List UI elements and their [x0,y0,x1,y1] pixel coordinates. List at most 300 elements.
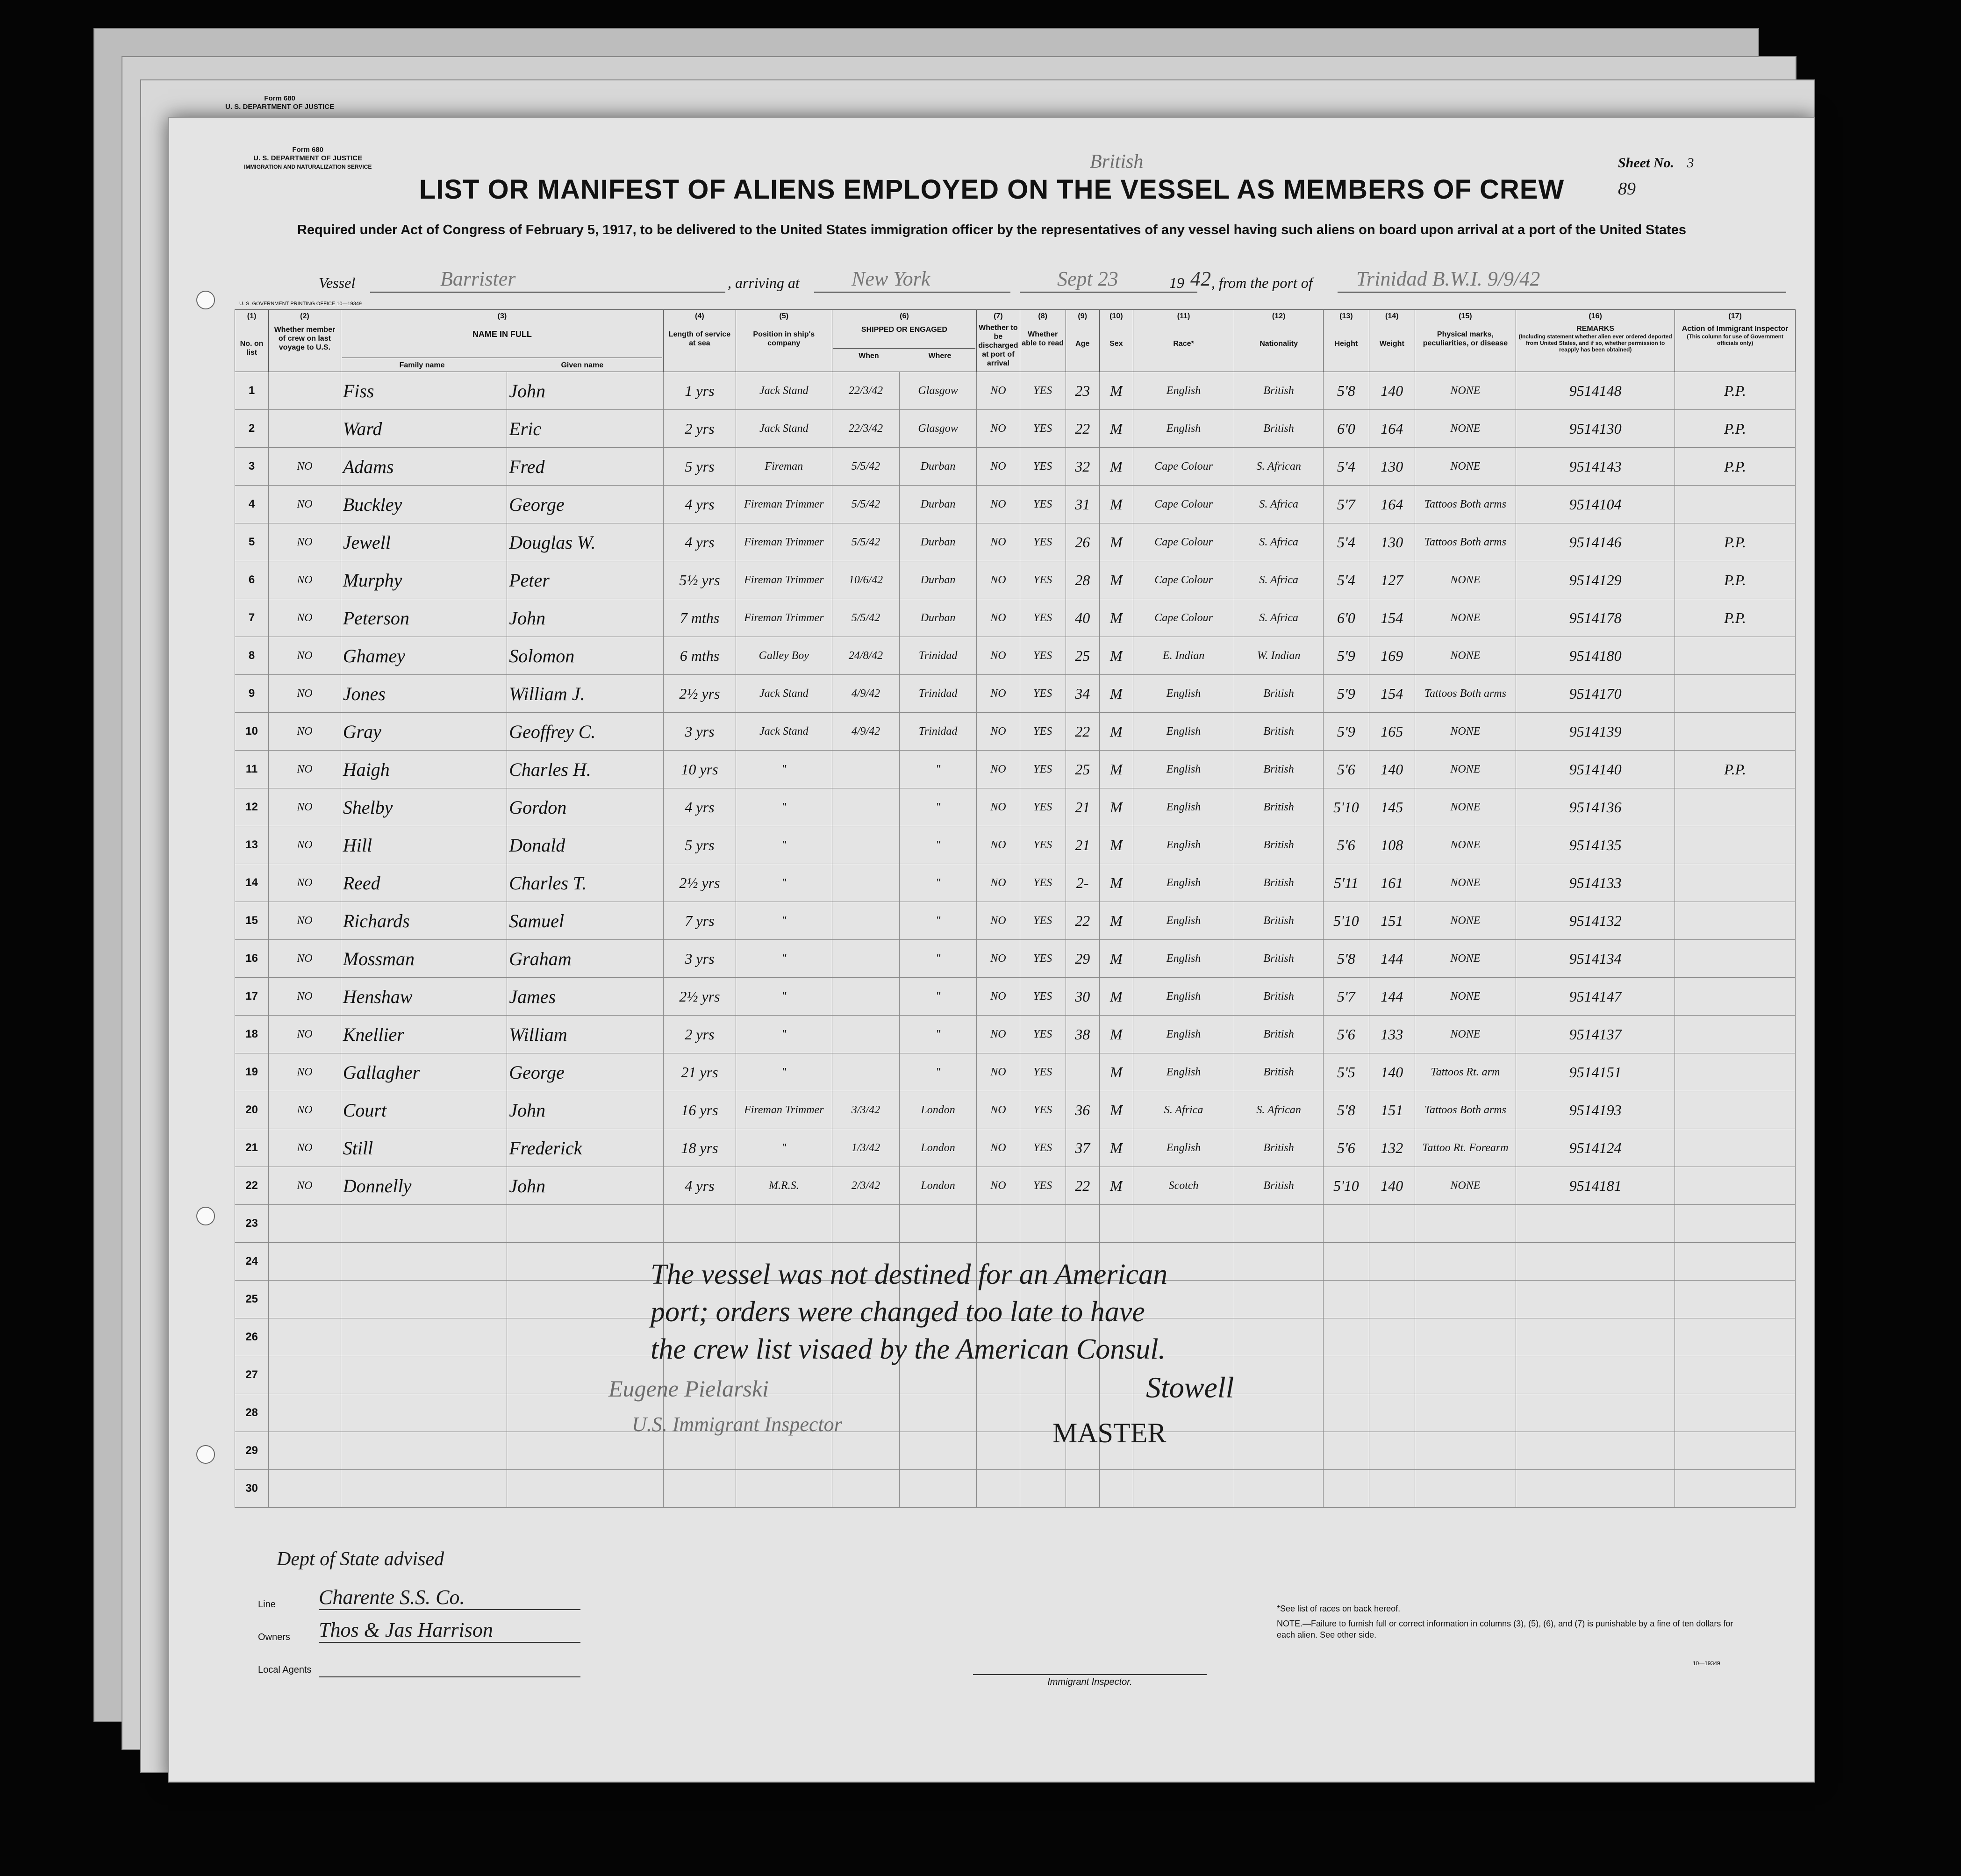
cell-last [269,410,341,448]
table-row [235,1016,1796,1053]
cell-given: Douglas W. [507,523,664,561]
cell-position [736,1470,832,1508]
cell-no: 30 [235,1470,269,1508]
cell-last [269,1243,341,1281]
cell-height: 5'10 [1323,788,1369,826]
cell-no: 18 [235,1016,269,1053]
cell-last [269,372,341,410]
cell-weight: 140 [1369,1053,1415,1091]
cell-service [664,1432,736,1470]
form-label-top: Form 680 [264,94,295,102]
cell-when: 10/6/42 [832,561,899,599]
table-row [235,599,1796,637]
cell-remarks [1516,1356,1675,1394]
cell-where [900,1394,977,1432]
cell-action: P.P. [1675,372,1796,410]
cell-when: 22/3/42 [832,372,899,410]
cell-race: English [1133,864,1234,902]
cell-race: English [1133,751,1234,788]
cell-action: P.P. [1675,561,1796,599]
cell-nationality [1234,1432,1324,1470]
inspector-title: U.S. Immigrant Inspector [632,1413,842,1436]
cell-given: James [507,978,664,1016]
cell-no: 2 [235,410,269,448]
cell-nationality [1234,1243,1324,1281]
col-7-header [977,310,1020,372]
cell-where: Durban [900,599,977,637]
cell-read: YES [1020,902,1066,940]
cell-where: Glasgow [900,372,977,410]
cell-race: English [1133,372,1234,410]
cell-weight: 151 [1369,1091,1415,1129]
cell-family [341,1394,507,1432]
cell-height: 6'0 [1323,599,1369,637]
cell-action: P.P. [1675,751,1796,788]
cell-race: Cape Colour [1133,448,1234,486]
cell-age: 25 [1066,637,1099,675]
cell-sex [1099,1205,1133,1243]
cell-remarks: 9514135 [1516,826,1675,864]
cell-position: " [736,902,832,940]
cell-age: 22 [1066,410,1099,448]
cell-no: 12 [235,788,269,826]
cell-weight: 145 [1369,788,1415,826]
col-10-header [1099,310,1133,372]
cell-marks: NONE [1415,1016,1516,1053]
cell-given [507,1432,664,1470]
cell-marks: Tattoos Both arms [1415,523,1516,561]
cell-marks: NONE [1415,561,1516,599]
cell-discharged: NO [977,751,1020,788]
cell-given: Charles H. [507,751,664,788]
cell-where: " [900,978,977,1016]
col-number: (2) [300,312,309,320]
cell-discharged: NO [977,561,1020,599]
cell-marks: NONE [1415,448,1516,486]
cell-age: 37 [1066,1129,1099,1167]
cell-no: 9 [235,675,269,713]
cell-marks [1415,1281,1516,1318]
cell-given: Eric [507,410,664,448]
cell-race: English [1133,410,1234,448]
from-label: , from the port of [1211,274,1313,291]
cell-last [269,1205,341,1243]
table-row [235,1129,1796,1167]
cell-race: English [1133,1016,1234,1053]
cell-height: 5'4 [1323,561,1369,599]
cell-age: 21 [1066,826,1099,864]
cell-marks: NONE [1415,902,1516,940]
note-line-1: The vessel was not destined for an American [651,1259,1168,1290]
col-number: (9) [1078,312,1087,320]
col-number: (13) [1339,312,1353,320]
cell-no: 16 [235,940,269,978]
cell-family: Knellier [341,1016,507,1053]
cell-nationality: British [1234,751,1324,788]
table-row [235,410,1796,448]
col-label: Position in ship's company [753,330,815,347]
cell-family [341,1243,507,1281]
binder-hole-3 [196,1445,215,1464]
cell-race: English [1133,1129,1234,1167]
from-underline [1338,292,1786,293]
cell-last: NO [269,826,341,864]
cell-sex: M [1099,675,1133,713]
form-label: Form 680 [292,146,324,154]
cell-action [1675,788,1796,826]
cell-family: Mossman [341,940,507,978]
cell-age: 29 [1066,940,1099,978]
from-port: Trinidad B.W.I. 9/9/42 [1356,267,1540,290]
cell-last: NO [269,978,341,1016]
cell-weight: 130 [1369,448,1415,486]
cell-when [832,1432,899,1470]
cell-given: Frederick [507,1129,664,1167]
cell-race: English [1133,788,1234,826]
cell-marks [1415,1318,1516,1356]
table-row [235,940,1796,978]
cell-no: 19 [235,1053,269,1091]
cell-marks [1415,1205,1516,1243]
cell-nationality [1234,1394,1324,1432]
cell-family [341,1281,507,1318]
cell-family: Donnelly [341,1167,507,1205]
cell-service: 2½ yrs [664,864,736,902]
cell-no: 20 [235,1091,269,1129]
cell-remarks: 9514151 [1516,1053,1675,1091]
cell-service: 2 yrs [664,410,736,448]
cell-where [900,1432,977,1470]
cell-discharged: NO [977,523,1020,561]
col-4-header [664,310,736,372]
cell-height: 5'9 [1323,675,1369,713]
owners-value: Thos & Jas Harrison [319,1618,580,1643]
cell-last [269,1356,341,1394]
cell-family: Ward [341,410,507,448]
cell-read [1020,1470,1066,1508]
date-underline [1020,292,1197,293]
cell-nationality: S. Africa [1234,561,1324,599]
cell-nationality: British [1234,372,1324,410]
table-row [235,826,1796,864]
cell-no: 17 [235,978,269,1016]
cell-weight: 140 [1369,751,1415,788]
cell-discharged [977,1470,1020,1508]
form-header [244,146,372,171]
cell-marks: NONE [1415,864,1516,902]
col-5-header [736,310,832,372]
cell-weight: 133 [1369,1016,1415,1053]
cell-discharged: NO [977,486,1020,523]
cell-last: NO [269,1167,341,1205]
cell-service: 2½ yrs [664,675,736,713]
cell-weight [1369,1432,1415,1470]
col-label: Whether able to read [1022,330,1064,347]
cell-age: 30 [1066,978,1099,1016]
col-17-header [1675,310,1796,372]
col-8-header [1020,310,1066,372]
cell-position: Fireman Trimmer [736,561,832,599]
cell-race [1133,1470,1234,1508]
cell-position: Fireman Trimmer [736,1091,832,1129]
col-number: (8) [1038,312,1047,320]
cell-discharged: NO [977,902,1020,940]
cell-read: YES [1020,713,1066,751]
cell-remarks: 9514148 [1516,372,1675,410]
cell-given [507,1205,664,1243]
cell-no: 3 [235,448,269,486]
cell-given: John [507,372,664,410]
cell-marks: NONE [1415,826,1516,864]
cell-service: 3 yrs [664,713,736,751]
cell-last [269,1318,341,1356]
table-row [235,1091,1796,1129]
cell-no: 25 [235,1281,269,1318]
cell-discharged: NO [977,637,1020,675]
name-subheader [342,358,662,370]
cell-given: Charles T. [507,864,664,902]
cell-weight: 164 [1369,410,1415,448]
cell-height: 5'8 [1323,372,1369,410]
master-signature: Stowell [1146,1371,1234,1404]
cell-weight [1369,1356,1415,1394]
immigrant-inspector-label: Immigrant Inspector. [973,1674,1207,1688]
cell-remarks: 9514136 [1516,788,1675,826]
cell-last: NO [269,637,341,675]
cell-position: " [736,1016,832,1053]
cell-where: Trinidad [900,637,977,675]
form-header-top [225,94,334,111]
binder-hole-2 [196,1207,215,1225]
cell-read: YES [1020,486,1066,523]
table-row [235,1205,1796,1243]
table-row [235,1053,1796,1091]
cell-discharged: NO [977,1016,1020,1053]
cell-when [832,788,899,826]
col-subnote: (Including statement whether alien ever ordered deported from United States, and if so, whether permission to reapply has been obtained) [1518,333,1672,353]
cell-remarks: 9514130 [1516,410,1675,448]
cell-no: 21 [235,1129,269,1167]
table-row [235,788,1796,826]
cell-sex: M [1099,561,1133,599]
vessel-underline [370,292,725,293]
cell-marks [1415,1470,1516,1508]
col-2-header [269,310,341,372]
cell-remarks [1516,1394,1675,1432]
cell-race: Cape Colour [1133,599,1234,637]
cell-discharged [977,1205,1020,1243]
col-number: (5) [779,312,789,320]
cell-no: 14 [235,864,269,902]
cell-family: Shelby [341,788,507,826]
cell-where: " [900,1016,977,1053]
cell-given [507,1470,664,1508]
cell-sex: M [1099,448,1133,486]
cell-action [1675,1091,1796,1129]
cell-discharged: NO [977,864,1020,902]
cell-height: 5'7 [1323,486,1369,523]
cell-remarks: 9514178 [1516,599,1675,637]
cell-weight: 161 [1369,864,1415,902]
agents-label: Local Agents [258,1665,312,1675]
arriving-port: New York [852,267,930,290]
col-label: Length of service at sea [668,330,731,347]
cell-nationality: S. Africa [1234,523,1324,561]
col-number: (15) [1459,312,1472,320]
cell-marks: NONE [1415,637,1516,675]
col-label: Whether member of crew on last voyage to U.S. [274,326,336,351]
service-label: IMMIGRATION AND NATURALIZATION SERVICE [244,164,372,170]
cell-family: Jones [341,675,507,713]
cell-last: NO [269,1016,341,1053]
cell-sex: M [1099,788,1133,826]
cell-marks: NONE [1415,1167,1516,1205]
cell-last: NO [269,448,341,486]
cell-where: " [900,902,977,940]
cell-last: NO [269,599,341,637]
cell-action [1675,637,1796,675]
cell-action [1675,1318,1796,1356]
cell-remarks: 9514146 [1516,523,1675,561]
cell-given: William J. [507,675,664,713]
cell-sex: M [1099,713,1133,751]
cell-age [1066,1205,1099,1243]
agents-underline [319,1676,580,1677]
cell-action [1675,1281,1796,1318]
cell-action: P.P. [1675,599,1796,637]
cell-action [1675,713,1796,751]
cell-weight: 169 [1369,637,1415,675]
cell-weight: 127 [1369,561,1415,599]
cell-service [664,1205,736,1243]
table-row [235,561,1796,599]
cell-no: 15 [235,902,269,940]
cell-family: Murphy [341,561,507,599]
table-row [235,448,1796,486]
cell-height [1323,1205,1369,1243]
dept-label: U. S. DEPARTMENT OF JUSTICE [253,154,363,162]
cell-service: 1 yrs [664,372,736,410]
cell-height: 5'8 [1323,940,1369,978]
cell-discharged: NO [977,788,1020,826]
arriving-label: , arriving at [728,274,800,291]
cell-nationality: S. Africa [1234,486,1324,523]
cell-no: 11 [235,751,269,788]
cell-read: YES [1020,410,1066,448]
cell-when [832,902,899,940]
cell-action [1675,1394,1796,1432]
cell-nationality: British [1234,788,1324,826]
cell-given: Samuel [507,902,664,940]
cell-when: 1/3/42 [832,1129,899,1167]
cell-when: 5/5/42 [832,486,899,523]
cell-remarks: 9514133 [1516,864,1675,902]
note-line-2: port; orders were changed too late to have [651,1296,1145,1328]
penalty-note: NOTE.—Failure to furnish full or correct information in columns (3), (5), (6), and (7) is punishable by a fine of ten dollars for each alien. See other side. [1277,1619,1733,1640]
shipped-subheader [833,348,975,360]
cell-nationality: British [1234,826,1324,864]
cell-sex: M [1099,1091,1133,1129]
cell-given: Gordon [507,788,664,826]
cell-marks: Tattoos Both arms [1415,675,1516,713]
cell-no: 1 [235,372,269,410]
cell-family [341,1356,507,1394]
cell-position: " [736,978,832,1016]
cell-remarks: 9514147 [1516,978,1675,1016]
cell-height: 5'6 [1323,751,1369,788]
cell-sex: M [1099,978,1133,1016]
cell-age: 34 [1066,675,1099,713]
cell-when [832,1016,899,1053]
cell-action: P.P. [1675,523,1796,561]
cell-when: 5/5/42 [832,448,899,486]
cell-race [1133,1205,1234,1243]
when-header: When [859,352,879,360]
binder-hole-1 [196,291,215,309]
dept-state-note: Dept of State advised [277,1548,444,1570]
cell-last [269,1470,341,1508]
table-row [235,1394,1796,1432]
cell-nationality: S. African [1234,1091,1324,1129]
cell-age: 2- [1066,864,1099,902]
table-row [235,1432,1796,1470]
table-row [235,486,1796,523]
col-14-header [1369,310,1415,372]
cell-height [1323,1243,1369,1281]
cell-discharged: NO [977,1091,1020,1129]
cell-nationality: British [1234,675,1324,713]
cell-when: 4/9/42 [832,675,899,713]
cell-read: YES [1020,1167,1066,1205]
cell-given: Peter [507,561,664,599]
cell-where: " [900,788,977,826]
cell-height [1323,1318,1369,1356]
cell-when: 3/3/42 [832,1091,899,1129]
cell-age: 28 [1066,561,1099,599]
cell-action [1675,1205,1796,1243]
print-code: 10—19349 [1693,1660,1720,1667]
cell-race: English [1133,978,1234,1016]
cell-read: YES [1020,826,1066,864]
cell-nationality: British [1234,902,1324,940]
cell-where: " [900,1053,977,1091]
cell-discharged: NO [977,1167,1020,1205]
cell-where: London [900,1167,977,1205]
cell-discharged: NO [977,675,1020,713]
cell-where: Trinidad [900,713,977,751]
table-row [235,675,1796,713]
cell-height: 5'6 [1323,1129,1369,1167]
printing-office-label: U. S. GOVERNMENT PRINTING OFFICE 10—19349 [239,301,362,307]
cell-action [1675,1243,1796,1281]
cell-last: NO [269,788,341,826]
sheet-label: Sheet No. [1618,155,1674,171]
cell-position: Jack Stand [736,713,832,751]
cell-marks [1415,1243,1516,1281]
cell-family [341,1205,507,1243]
cell-read: YES [1020,561,1066,599]
cell-sex: M [1099,1129,1133,1167]
manifest-sheet [168,94,1815,1783]
cell-action: P.P. [1675,410,1796,448]
cell-given: Fred [507,448,664,486]
table-row [235,1470,1796,1508]
cell-nationality [1234,1205,1324,1243]
cell-sex: M [1099,372,1133,410]
cell-sex: M [1099,902,1133,940]
cell-read: YES [1020,372,1066,410]
cell-read: YES [1020,599,1066,637]
